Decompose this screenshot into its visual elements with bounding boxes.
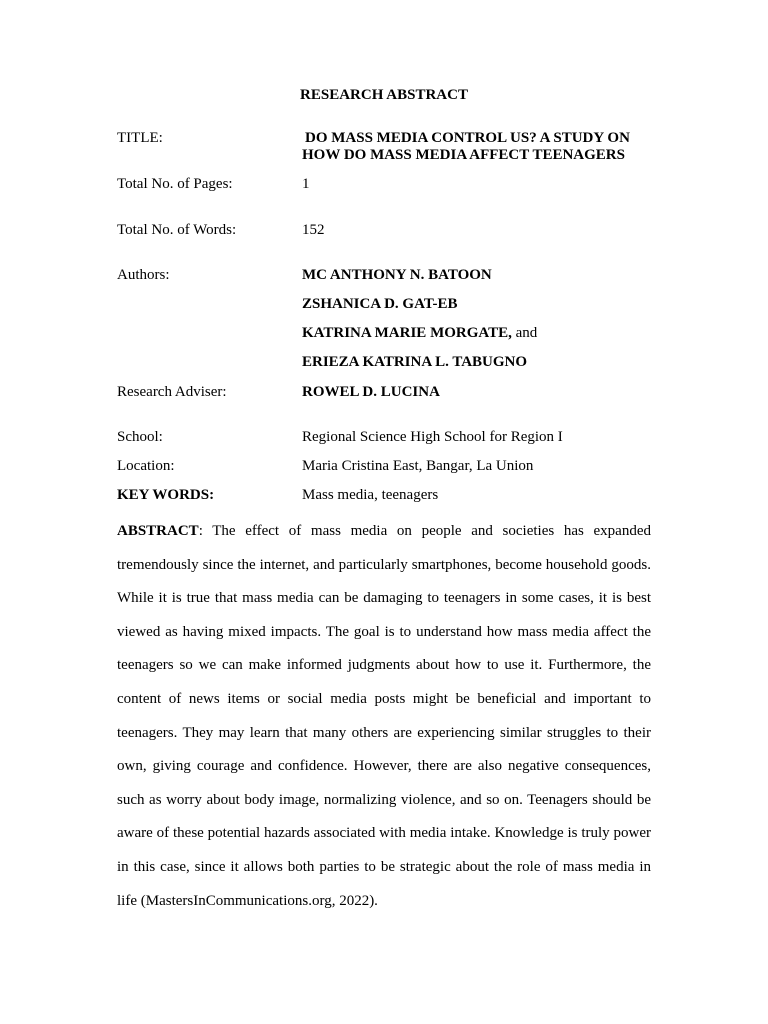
location-value: Maria Cristina East, Bangar, La Union: [302, 458, 534, 474]
keywords-label: KEY WORDS:: [117, 487, 215, 503]
school-value: Regional Science High School for Region I: [302, 429, 563, 445]
author-4: ERIEZA KATRINA L. TABUGNO: [302, 354, 528, 370]
words-label: Total No. of Words:: [117, 222, 237, 238]
abstract-paragraph: [117, 515, 651, 918]
adviser-value: ROWEL D. LUCINA: [302, 384, 440, 400]
authors-conjunction: and: [515, 325, 538, 341]
words-value: 152: [302, 222, 325, 238]
keywords-value: Mass media, teenagers: [302, 487, 439, 503]
author-1: MC ANTHONY N. BATOON: [302, 267, 492, 283]
abstract-label: ABSTRACT: [117, 523, 199, 539]
adviser-label: Research Adviser:: [117, 384, 227, 400]
school-label: School:: [117, 429, 163, 445]
document-heading: RESEARCH ABSTRACT: [300, 87, 468, 103]
author-2: ZSHANICA D. GAT-EB: [302, 296, 458, 312]
title-value: [302, 130, 672, 164]
title-label: TITLE:: [117, 130, 163, 146]
location-label: Location:: [117, 458, 175, 474]
author-3-line: [302, 325, 537, 342]
pages-label: Total No. of Pages:: [117, 176, 233, 192]
title-line-1: DO MASS MEDIA CONTROL US? A STUDY ON: [305, 130, 630, 146]
title-line-2: HOW DO MASS MEDIA AFFECT TEENAGERS: [302, 147, 625, 163]
authors-label: Authors:: [117, 267, 170, 283]
author-3: KATRINA MARIE MORGATE,: [302, 325, 512, 341]
abstract-text: : The effect of mass media on people and societies has expanded tremendously since the internet, and particularly smartphones, become household goods. While it is true that mass media can be damaging to teenagers in some cases, it is best viewed as having mixed impacts. The goal is to understand how mass media affect the teenagers so we can make informed judgments about how to use it. Furthermore, the content of news items or social media posts might be beneficial and important to teenagers. They may learn that many others are experiencing similar struggles to their own, giving courage and confidence. However, there are also negative consequences, such as worry about body image, normalizing violence, and so on. Teenagers should be aware of these potential hazards associated with media intake. Knowledge is truly power in this case, since it allows both parties to be strategic about the role of mass media in life (MastersInCommunications.org, 2022).: [117, 523, 651, 909]
pages-value: 1: [302, 176, 310, 192]
